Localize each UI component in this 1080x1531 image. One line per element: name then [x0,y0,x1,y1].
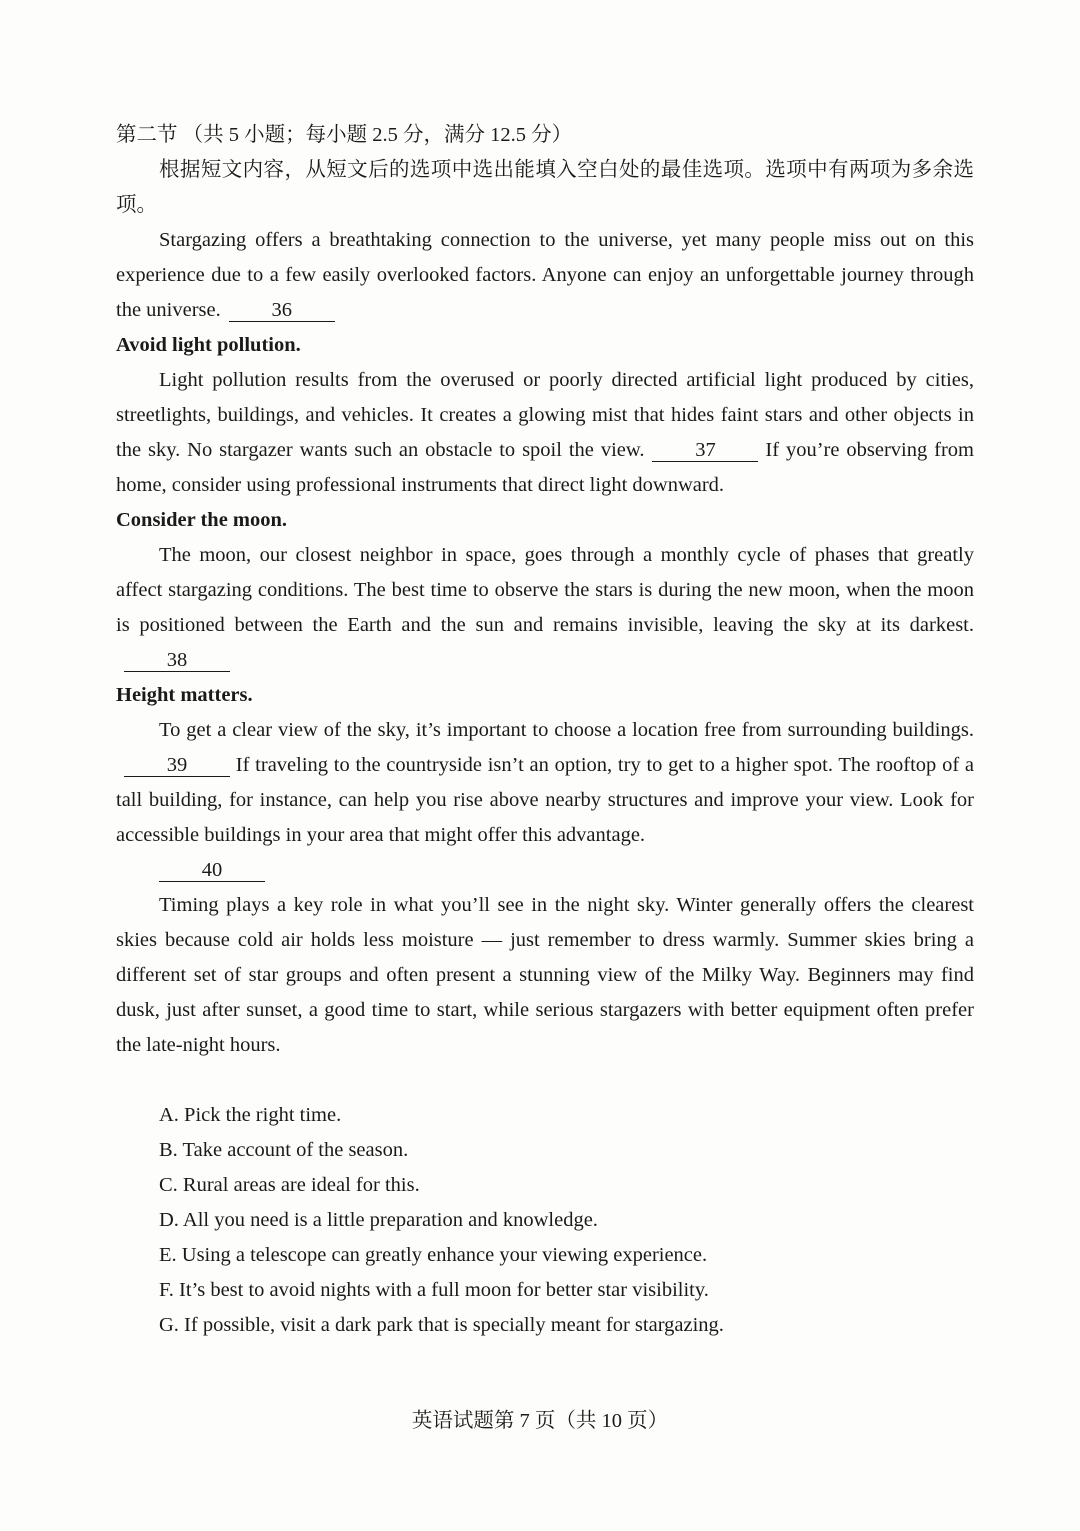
blank-38[interactable]: 38 [124,649,230,672]
height-text-before: To get a clear view of the sky, it’s important to choose a location free from surrounding buildings. [159,719,974,741]
intro-text: Stargazing offers a breathtaking connection to the universe, yet many people miss out on this experience due to a few easily overlooked factors. Anyone can enjoy an unforgettable journey through the universe. [116,229,974,321]
heading-consider-moon: Consider the moon. [116,509,288,531]
height-paragraph [116,713,974,853]
blank-36[interactable]: 36 [229,299,335,322]
option-e[interactable]: E. Using a telescope can greatly enhance your viewing experience. [159,1244,708,1266]
option-g[interactable]: G. If possible, visit a dark park that is specially meant for stargazing. [159,1314,724,1336]
blank-37[interactable]: 37 [652,439,758,462]
heading-avoid-light-pollution: Avoid light pollution. [116,334,301,356]
section-instruction: 根据短文内容，从短文后的选项中选出能填入空白处的最佳选项。选项中有两项为多余选项。 [116,159,974,216]
moon-text: The moon, our closest neighbor in space, goes through a monthly cycle of phases that greatly affect stargazing conditions. The best time to observe the stars is during the new moon, when the moon is positioned between the Earth and the sun and remains invisible, leaving the sky at its darkest. [116,544,974,636]
option-c[interactable]: C. Rural areas are ideal for this. [159,1174,420,1196]
blank-39[interactable]: 39 [124,754,230,777]
timing-paragraph: Timing plays a key role in what you’ll see in the night sky. Winter generally offers the clearest skies because cold air holds less moisture — just remember to dress warmly. Summer skies bring a different set of star groups and often present a stunning view of the Milky Way. Beginners may find dusk, just after sunset, a good time to start, while serious stargazers with better equipment often prefer the late-night hours. [116,894,974,1056]
moon-paragraph [116,538,974,678]
option-b[interactable]: B. Take account of the season. [159,1139,409,1161]
heading-height-matters: Height matters. [116,684,253,706]
light-pollution-text-after: If you’re observing from home, consider using professional instruments that direct light downward. [116,439,974,496]
exam-page [116,118,974,1343]
section-title: 第二节 （共 5 小题；每小题 2.5 分，满分 12.5 分） [116,124,573,146]
option-a[interactable]: A. Pick the right time. [159,1104,342,1126]
options-list [116,1098,974,1343]
light-pollution-text-before: Light pollution results from the overused or poorly directed artificial light produced by cities, streetlights, buildings, and vehicles. It creates a glowing mist that hides faint stars and other objects in the sky. No stargazer wants such an obstacle to spoil the view. [116,369,974,461]
blank-40[interactable]: 40 [159,859,265,882]
option-d[interactable]: D. All you need is a little preparation and knowledge. [159,1209,598,1231]
blank-40-line [116,853,974,888]
option-f[interactable]: F. It’s best to avoid nights with a full moon for better star visibility. [159,1279,709,1301]
height-text-after: If traveling to the countryside isn’t an option, try to get to a higher spot. The rooftop of a tall building, for instance, can help you rise above nearby structures and improve your view. Look for accessible buildings in your area that might offer this advantage. [116,754,975,846]
light-pollution-paragraph [116,363,974,503]
intro-paragraph [116,223,974,328]
page-footer: 英语试题第 7 页（共 10 页） [411,1410,669,1432]
